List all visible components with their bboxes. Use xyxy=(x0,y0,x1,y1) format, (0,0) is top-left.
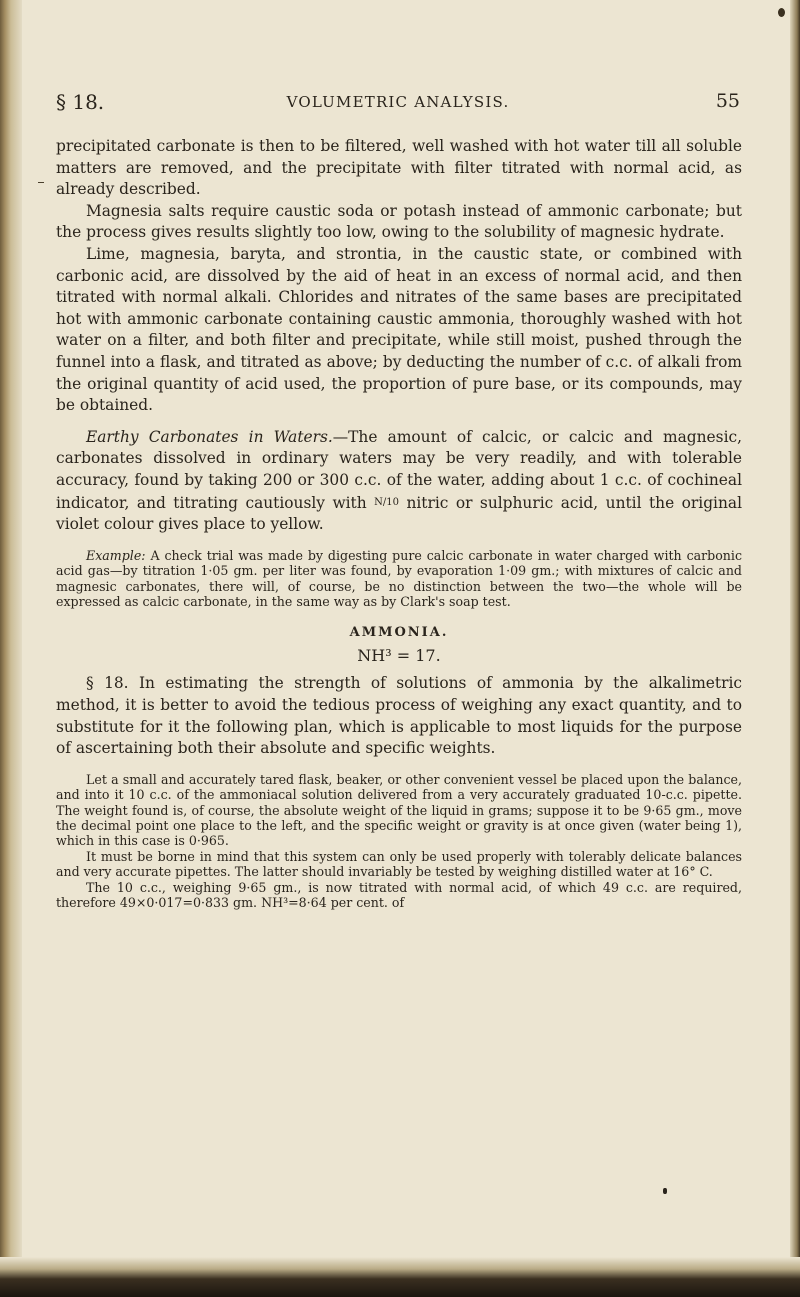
page-bottom-edge xyxy=(0,1257,800,1297)
paragraph-small: The 10 c.c., weighing 9·65 gm., is now titrated with normal acid, of which 49 c.c. are required, therefore 49×0·017=0·833 gm. NH³=8·64 per cent. of xyxy=(56,879,742,910)
paragraph-small: It must be borne in mind that this system can only be used properly with tolerably delicate balances and very accurate pipettes. The latter should invariably be tested by weighing distilled water at 16° C. xyxy=(56,848,742,880)
paragraph-small: Let a small and accurately tared flask, beaker, or other convenient vessel be placed upon the balance, and into it 10 c.c. of the ammoniacal solution delivered from a very accurately graduated 10-c.c. pipette. The weight found is, of course, the absolute weight of the liquid in grams; suppose it to be 9·65 gm., move the decimal point one place to the left, and the specific weight or gravity is at once given (water being 1), which in this case is 0·965. xyxy=(56,771,742,849)
paragraph: Lime, magnesia, baryta, and strontia, in the caustic state, or combined with carbonic acid, are dissolved by the aid of heat in an excess of normal acid, and then titrated with normal alkali. Chlorides and nitrates of the same bases are precipitated hot with ammonic carbonate containing caustic ammonia, thoroughly washed with hot water on a filter, and both filter and precipitate, while still moist, pushed through the funnel into a flask, and titrated as above; by deducting the number of c.c. of alkali from the original quantity of acid used, the proportion of pure base, or its compounds, may be obtained. xyxy=(56,244,742,415)
fraction: N/10 xyxy=(374,496,399,508)
paragraph: § 18. In estimating the strength of solutions of ammonia by the alkalimetric method, it is better to avoid the tedious process of weighing any exact quantity, and to substitute for it the following plan, which is applicable to most liquids for the purpose of ascertaining both their absolute and specific weights. xyxy=(56,674,742,758)
ink-spot xyxy=(663,1188,667,1194)
example-label: Example: xyxy=(86,547,146,563)
example-text: A check trial was made by digesting pure calcic carbonate in water charged with carbonic acid gas—by titration 1·05 gm. per liter was found, by evaporation 1·09 gm.; with mixtures of calcic and magnesic carbonates, there will, of course, be no distinction between the two—the whole will be expressed as calcic carbonate, in the same way as by Clark's soap test. xyxy=(56,547,742,609)
paragraph-text: nitric or sulphuric acid, until the original violet colour gives place to yellow. xyxy=(56,493,742,534)
page-binding-shadow xyxy=(0,0,22,1297)
example-paragraph xyxy=(56,548,742,610)
page-number: 55 xyxy=(715,90,740,112)
paragraph: Magnesia salts require caustic soda or potash instead of ammonic carbonate; but the process gives results slightly too low, owing to the solubility of magnesic hydrate. xyxy=(56,201,742,242)
earthy-carbonates-title: Earthy Carbonates in Waters. xyxy=(86,427,333,446)
earthy-carbonates-paragraph xyxy=(56,427,742,536)
body-text xyxy=(56,136,742,910)
paragraph: precipitated carbonate is then to be filtered, well washed with hot water till all soluble matters are removed, and the precipitate with filter titrated with normal acid, as already described. xyxy=(56,137,742,199)
paragraph-text: —The amount of calcic, or calcic and magnesic, carbonates dissolved in ordinary waters may be very readily, and with tolerable accuracy, found by taking 200 or 300 c.c. of the water, adding about 1 c.c. of cochineal indicator, and titrating cautiously with xyxy=(56,427,742,512)
running-title: VOLUMETRIC ANALYSIS. xyxy=(286,93,510,111)
section-number: § 18. xyxy=(56,90,105,114)
running-header xyxy=(56,90,740,116)
ink-spot xyxy=(778,8,785,17)
page-edge-shadow xyxy=(790,0,800,1297)
formula: NH³ = 17. xyxy=(357,646,441,666)
section-heading: AMMONIA. xyxy=(349,625,449,641)
margin-mark xyxy=(38,182,44,183)
